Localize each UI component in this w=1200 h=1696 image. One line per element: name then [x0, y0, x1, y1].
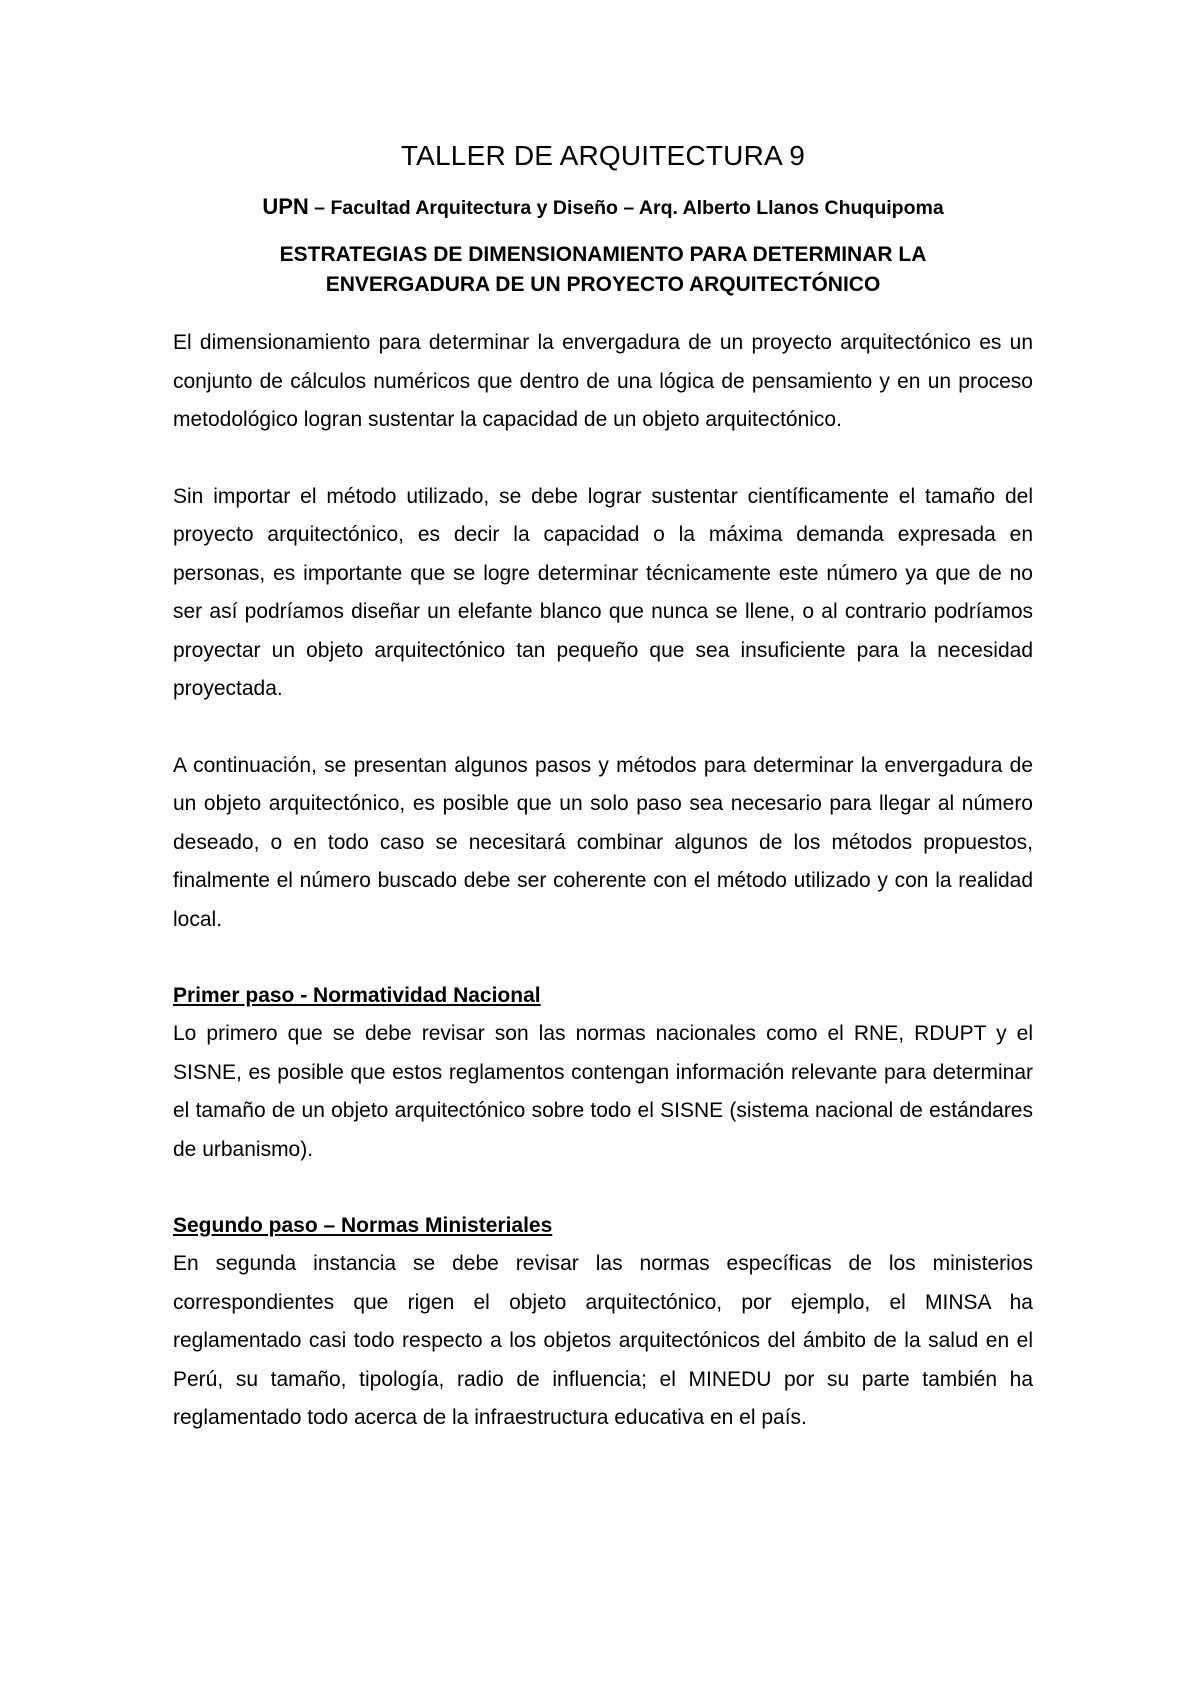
document-content: [173, 140, 1033, 1476]
step-2-body: En segunda instancia se debe revisar las normas específicas de los ministerios correspondientes que rigen el objeto arquitectónico, por ejemplo, el MINSA ha reglamentado casi todo respecto a los objetos arquitectónicos del ámbito de la salud en el Perú, su tamaño, tipología, radio de influencia; el MINEDU por su parte también ha reglamentado todo acerca de la infraestructura educativa en el país.: [173, 1252, 1033, 1429]
intro-paragraph-3: A continuación, se presentan algunos pasos y métodos para determinar la envergadura de un objeto arquitectónico, es posible que un solo paso sea necesario para llegar al número deseado, o en todo caso se necesitará combinar algunos de los métodos propuestos, finalmente el número buscado debe ser coherente con el método utilizado y con la realidad local.: [173, 753, 1033, 931]
step-1-body: Lo primero que se debe revisar son las normas nacionales como el RNE, RDUPT y el SISNE, es posible que estos reglamentos contengan información relevante para determinar el tamaño de un objeto arquitectónico sobre todo el SISNE (sistema nacional de estándares de urbanismo).: [173, 1022, 1033, 1161]
step-1-title: Primer paso - Normatividad Nacional: [173, 984, 541, 1007]
step-2-title: Segundo paso – Normas Ministeriales: [173, 1214, 553, 1237]
intro-paragraph-2: Sin importar el método utilizado, se debe lograr sustentar científicamente el tamaño del proyecto arquitectónico, es decir la capacidad o la máxima demanda expresada en personas, es importante que se logre determinar técnicamente este número ya que de no ser así podríamos diseñar un elefante blanco que nunca se llene, o al contrario podríamos proyectar un objeto arquitectónico tan pequeño que sea insuficiente para la necesidad proyectada.: [173, 484, 1033, 700]
heading-line-2: ENVERGADURA DE UN PROYECTO ARQUITECTÓNICO: [325, 273, 881, 296]
subtitle-university: UPN: [262, 194, 309, 219]
document-heading: [173, 240, 1033, 300]
document-title: TALLER DE ARQUITECTURA 9: [400, 140, 806, 171]
subtitle-faculty-author: – Facultad Arquitectura y Diseño – Arq. Alberto Llanos Chuquipoma: [308, 197, 944, 219]
step-section-1: [173, 977, 1033, 1169]
document-subtitle: [173, 194, 1033, 220]
heading-line-1: ESTRATEGIAS DE DIMENSIONAMIENTO PARA DETERMINAR LA: [279, 243, 927, 266]
step-section-2: [173, 1207, 1033, 1438]
intro-paragraph-1: El dimensionamiento para determinar la envergadura de un proyecto arquitectónico es un conjunto de cálculos numéricos que dentro de una lógica de pensamiento y en un proceso metodológico logran sustentar la capacidad de un objeto arquitectónico.: [173, 331, 1033, 431]
